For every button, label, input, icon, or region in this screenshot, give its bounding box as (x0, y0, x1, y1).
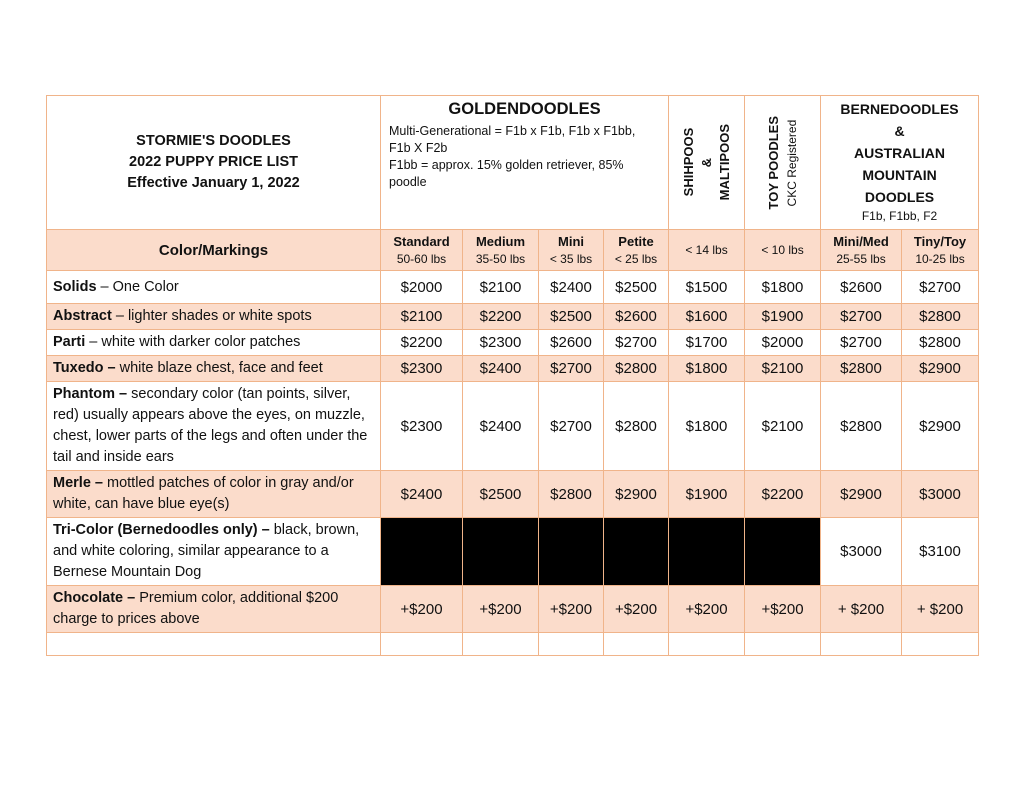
price-cell: $2600 (604, 304, 669, 330)
toy-weight-header (745, 230, 821, 271)
table-row (47, 518, 979, 586)
price-cell: $2400 (463, 382, 539, 471)
price-cell: $2700 (821, 330, 902, 356)
standard-label: Standard (393, 233, 450, 249)
price-cell: $2600 (821, 271, 902, 304)
price-cell: $2100 (463, 271, 539, 304)
row-desc: – white with darker color patches (85, 334, 301, 350)
unavailable-cell (463, 518, 539, 586)
price-cell: $2300 (463, 330, 539, 356)
unavailable-cell (381, 518, 463, 586)
table-row (47, 356, 979, 382)
goldendoodles-desc-2: F1bb = approx. 15% golden retriever, 85% poodle (389, 158, 624, 189)
price-cell: +$200 (604, 586, 669, 633)
price-cell: +$200 (539, 586, 604, 633)
row-name: Tuxedo – (53, 360, 116, 376)
empty-row (47, 633, 979, 656)
standard-weight: 50-60 lbs (396, 251, 447, 266)
price-cell: $2800 (539, 471, 604, 518)
shihpoos-title: SHIHPOOS (680, 128, 696, 197)
unavailable-cell (539, 518, 604, 586)
row-desc: white blaze chest, face and feet (115, 360, 323, 376)
toy-poodles-header (745, 96, 821, 230)
mini-header (539, 230, 604, 271)
mini-weight: < 35 lbs (549, 251, 593, 266)
price-cell: $2200 (745, 471, 821, 518)
color-markings-header: Color/Markings (47, 230, 381, 271)
petite-label: Petite (618, 233, 654, 249)
price-cell: +$200 (381, 586, 463, 633)
row-desc: Premium color, additional $200 charge to prices above (53, 590, 339, 627)
tinytoy-weight: 10-25 lbs (915, 251, 965, 266)
shihpoos-amp: & (698, 157, 714, 168)
price-cell: $2900 (902, 356, 979, 382)
price-cell: $2800 (604, 382, 669, 471)
goldendoodles-desc-1: Multi-Generational = F1b x F1b, F1b x F1bb, F1b X F2b (389, 124, 636, 155)
row-desc: secondary color (tan points, silver, red) usually appears above the eyes, on muzzle, chest, lower parts of the legs and often under the tail and inside ears (53, 386, 368, 465)
medium-header (463, 230, 539, 271)
price-cell: + $200 (821, 586, 902, 633)
empty-cell (902, 633, 979, 656)
unavailable-cell (745, 518, 821, 586)
price-cell: $1700 (669, 330, 745, 356)
price-cell: $2700 (539, 356, 604, 382)
price-cell: $2600 (539, 330, 604, 356)
price-cell: $2900 (604, 471, 669, 518)
price-cell: $3000 (902, 471, 979, 518)
price-cell: $3000 (821, 518, 902, 586)
price-cell: $1800 (669, 356, 745, 382)
price-cell: $2700 (821, 304, 902, 330)
price-cell: $2800 (604, 356, 669, 382)
table-row (47, 471, 979, 518)
price-list-title: 2022 PUPPY PRICE LIST (129, 154, 298, 170)
empty-cell (604, 633, 669, 656)
empty-cell (539, 633, 604, 656)
price-cell: $2400 (381, 471, 463, 518)
shihpoos-header (669, 96, 745, 230)
row-description (47, 356, 381, 382)
minimed-header (821, 230, 902, 271)
row-name: Merle – (53, 475, 103, 491)
empty-cell (47, 633, 381, 656)
table-row (47, 304, 979, 330)
price-cell: $2000 (745, 330, 821, 356)
row-name: Solids (53, 278, 97, 295)
price-cell: $2100 (745, 356, 821, 382)
row-name: Phantom – (53, 386, 128, 402)
table-row (47, 271, 979, 304)
mini-label: Mini (558, 233, 584, 249)
mountain-title: MOUNTAIN (862, 167, 937, 183)
petite-header (604, 230, 669, 271)
price-cell: $1600 (669, 304, 745, 330)
table-row (47, 330, 979, 356)
price-table (46, 95, 979, 656)
price-cell: $2700 (902, 271, 979, 304)
price-cell: $2800 (821, 382, 902, 471)
australian-title: AUSTRALIAN (854, 145, 946, 161)
goldendoodles-header (381, 96, 669, 230)
shihpoo-weight: < 14 lbs (685, 243, 728, 257)
price-cell: $1900 (745, 304, 821, 330)
empty-cell (745, 633, 821, 656)
toy-poodles-title: TOY POODLES (765, 115, 781, 210)
price-cell: $2500 (463, 471, 539, 518)
goldendoodles-title: GOLDENDOODLES (448, 100, 601, 118)
toy-weight: < 10 lbs (761, 243, 804, 257)
row-description (47, 382, 381, 471)
standard-header (381, 230, 463, 271)
unavailable-cell (604, 518, 669, 586)
price-cell: + $200 (902, 586, 979, 633)
price-cell: $2000 (381, 271, 463, 304)
price-cell: $3100 (902, 518, 979, 586)
price-cell: $2900 (821, 471, 902, 518)
subheader-row (47, 230, 979, 271)
empty-cell (669, 633, 745, 656)
ckc-registered: CKC Registered (784, 119, 799, 206)
empty-cell (821, 633, 902, 656)
row-name: Parti (53, 334, 86, 350)
price-cell: $2200 (463, 304, 539, 330)
price-cell: $2800 (902, 304, 979, 330)
minimed-label: Mini/Med (833, 233, 889, 249)
tinytoy-label: Tiny/Toy (913, 233, 967, 249)
row-description (47, 330, 381, 356)
empty-cell (463, 633, 539, 656)
row-description (47, 586, 381, 633)
price-cell: $2800 (902, 330, 979, 356)
tinytoy-header (902, 230, 979, 271)
title-block (47, 96, 381, 230)
bernedoodles-amp: & (894, 123, 905, 139)
price-cell: $2100 (381, 304, 463, 330)
effective-date: Effective January 1, 2022 (127, 175, 300, 191)
row-desc: – lighter shades or white spots (111, 308, 312, 324)
price-cell: $2500 (539, 304, 604, 330)
price-cell: $2800 (821, 356, 902, 382)
row-desc: mottled patches of color in gray and/or white, can have blue eye(s) (53, 475, 354, 512)
price-cell: +$200 (745, 586, 821, 633)
bernedoodles-generations: F1b, F1bb, F2 (861, 209, 938, 223)
price-cell: $2200 (381, 330, 463, 356)
price-cell: $2300 (381, 356, 463, 382)
row-name: Chocolate – (53, 590, 136, 606)
petite-weight: < 25 lbs (614, 251, 658, 266)
row-name: Abstract (53, 308, 112, 324)
doodles-title: DOODLES (864, 189, 935, 205)
price-cell: $2100 (745, 382, 821, 471)
shihpoo-weight-header (669, 230, 745, 271)
medium-weight: 35-50 lbs (475, 251, 526, 266)
price-cell: $2700 (604, 330, 669, 356)
price-cell: $2500 (604, 271, 669, 304)
row-desc: – One Color (96, 278, 179, 295)
price-cell: +$200 (463, 586, 539, 633)
maltipoos-title: MALTIPOOS (716, 124, 732, 201)
row-desc: black, brown, and white coloring, similar appearance to a Bernese Mountain Dog (53, 522, 360, 580)
price-cell: $1800 (669, 382, 745, 471)
table-row (47, 382, 979, 471)
bernedoodles-title: BERNEDOODLES (840, 101, 959, 117)
medium-label: Medium (475, 233, 526, 249)
price-cell: $2400 (539, 271, 604, 304)
row-description (47, 471, 381, 518)
minimed-weight: 25-55 lbs (836, 251, 886, 266)
empty-cell (381, 633, 463, 656)
bernedoodles-header (821, 96, 979, 230)
table-row (47, 586, 979, 633)
price-cell: $1800 (745, 271, 821, 304)
unavailable-cell (669, 518, 745, 586)
price-cell: $2900 (902, 382, 979, 471)
price-cell: +$200 (669, 586, 745, 633)
price-cell: $2700 (539, 382, 604, 471)
price-cell: $1500 (669, 271, 745, 304)
price-cell: $2300 (381, 382, 463, 471)
row-description (47, 271, 381, 304)
price-cell: $1900 (669, 471, 745, 518)
row-name: Tri-Color (Bernedoodles only) – (53, 522, 270, 538)
header-row (47, 96, 979, 230)
row-description (47, 304, 381, 330)
row-description (47, 518, 381, 586)
price-cell: $2400 (463, 356, 539, 382)
business-name: STORMIE'S DOODLES (136, 133, 291, 149)
